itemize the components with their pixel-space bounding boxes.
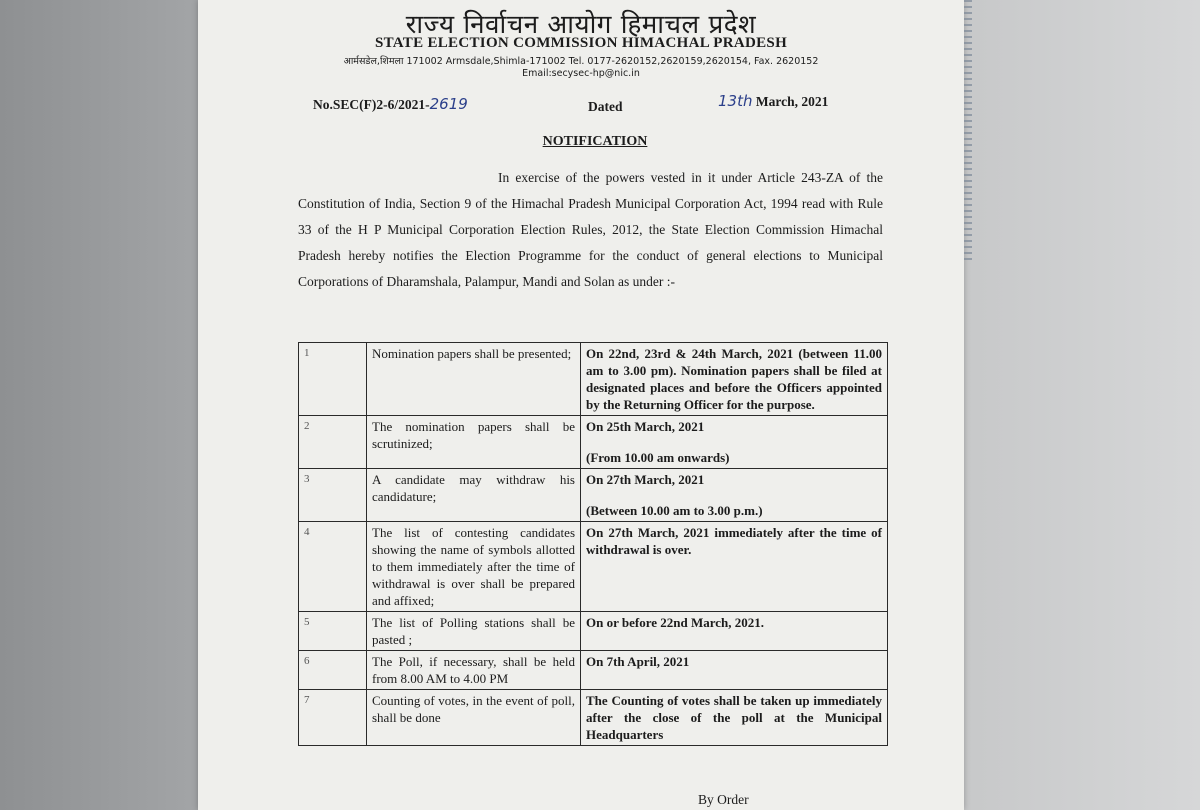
date-printed: March, 2021 xyxy=(755,94,829,109)
row-number: 7 xyxy=(299,690,367,746)
reference-printed: No.SEC(F)2-6/2021- xyxy=(313,97,430,112)
row-number: 5 xyxy=(299,612,367,651)
date-field xyxy=(718,92,828,110)
row-number: 2 xyxy=(299,416,367,469)
background-right xyxy=(960,0,1200,810)
schedule-item: The list of Polling stations shall be pasted ; xyxy=(367,612,581,651)
schedule-item: Counting of votes, in the event of poll, shall be done xyxy=(367,690,581,746)
table-row xyxy=(299,690,888,746)
schedule-date xyxy=(581,522,888,612)
schedule-date xyxy=(581,416,888,469)
schedule-item: The nomination papers shall be scrutinized; xyxy=(367,416,581,469)
table-row xyxy=(299,343,888,416)
schedule-date-text: On 25th March, 2021 xyxy=(586,419,705,434)
row-number: 6 xyxy=(299,651,367,690)
schedule-date xyxy=(581,651,888,690)
reference-handwritten: 2619 xyxy=(429,95,468,113)
email-line: Email:secysec-hp@nic.in xyxy=(522,68,640,79)
schedule-date-text: On 27th March, 2021 xyxy=(586,472,705,487)
page-edge-marks xyxy=(964,0,972,260)
table-row xyxy=(299,416,888,469)
hindi-title: राज्य निर्वाचन आयोग हिमाचल प्रदेश xyxy=(405,10,757,40)
schedule-time-note: (Between 10.00 am to 3.00 p.m.) xyxy=(586,503,763,518)
table-row xyxy=(299,651,888,690)
dated-label: Dated xyxy=(588,99,623,114)
notification-heading: NOTIFICATION xyxy=(542,134,648,149)
schedule-date xyxy=(581,343,888,416)
schedule-date xyxy=(581,612,888,651)
schedule-date-text: On 22nd, 23rd & 24th March, 2021 (between 11.00 am to 3.00 pm). Nomination papers shall be filed at designated places and before the Officers appointed by the Returning Officer for the purpose. xyxy=(586,346,882,412)
schedule-date xyxy=(581,469,888,522)
reference-number xyxy=(313,95,468,113)
schedule-item: Nomination papers shall be presented; xyxy=(367,343,581,416)
election-schedule-table xyxy=(298,342,888,746)
address-line: आर्मसडेल,शिमला 171002 Armsdale,Shimla-171002 Tel. 0177-2620152,2620159,2620154, Fax. 2620152 xyxy=(343,56,819,67)
row-number: 1 xyxy=(299,343,367,416)
schedule-date-text: On 27th March, 2021 immediately after the time of withdrawal is over. xyxy=(586,525,882,557)
document-page xyxy=(198,0,964,810)
table-row xyxy=(299,612,888,651)
table-row xyxy=(299,522,888,612)
notification-body-text: In exercise of the powers vested in it under Article 243-ZA of the Constitution of India, Section 9 of the Himachal Pradesh Municipal Corporation Act, 1994 read with Rule 33 of the H P Municipal Corporation Election Rules, 2012, the State Election Commission Himachal Pradesh hereby notifies the Election Programme for the conduct of general elections to Municipal Corporations of Dharamshala, Palampur, Mandi and Solan as under :- xyxy=(298,170,883,289)
schedule-date xyxy=(581,690,888,746)
date-handwritten: 13th xyxy=(718,92,753,110)
schedule-date-text: The Counting of votes shall be taken up immediately after the close of the poll at the Municipal Headquarters xyxy=(586,693,882,742)
by-order: By Order xyxy=(698,792,749,807)
schedule-date-text: On or before 22nd March, 2021. xyxy=(586,615,765,630)
row-number: 3 xyxy=(299,469,367,522)
schedule-item: A candidate may withdraw his candidature; xyxy=(367,469,581,522)
schedule-item: The Poll, if necessary, shall be held from 8.00 AM to 4.00 PM xyxy=(367,651,581,690)
row-number: 4 xyxy=(299,522,367,612)
english-title: STATE ELECTION COMMISSION HIMACHAL PRADESH xyxy=(374,35,788,51)
background-left xyxy=(0,0,200,810)
schedule-time-note: (From 10.00 am onwards) xyxy=(586,450,730,465)
table-row xyxy=(299,469,888,522)
notification-body xyxy=(298,165,883,295)
schedule-item: The list of contesting candidates showing the name of symbols allotted to them immediately after the time of withdrawal is over shall be prepared and affixed; xyxy=(367,522,581,612)
schedule-date-text: On 7th April, 2021 xyxy=(586,654,690,669)
